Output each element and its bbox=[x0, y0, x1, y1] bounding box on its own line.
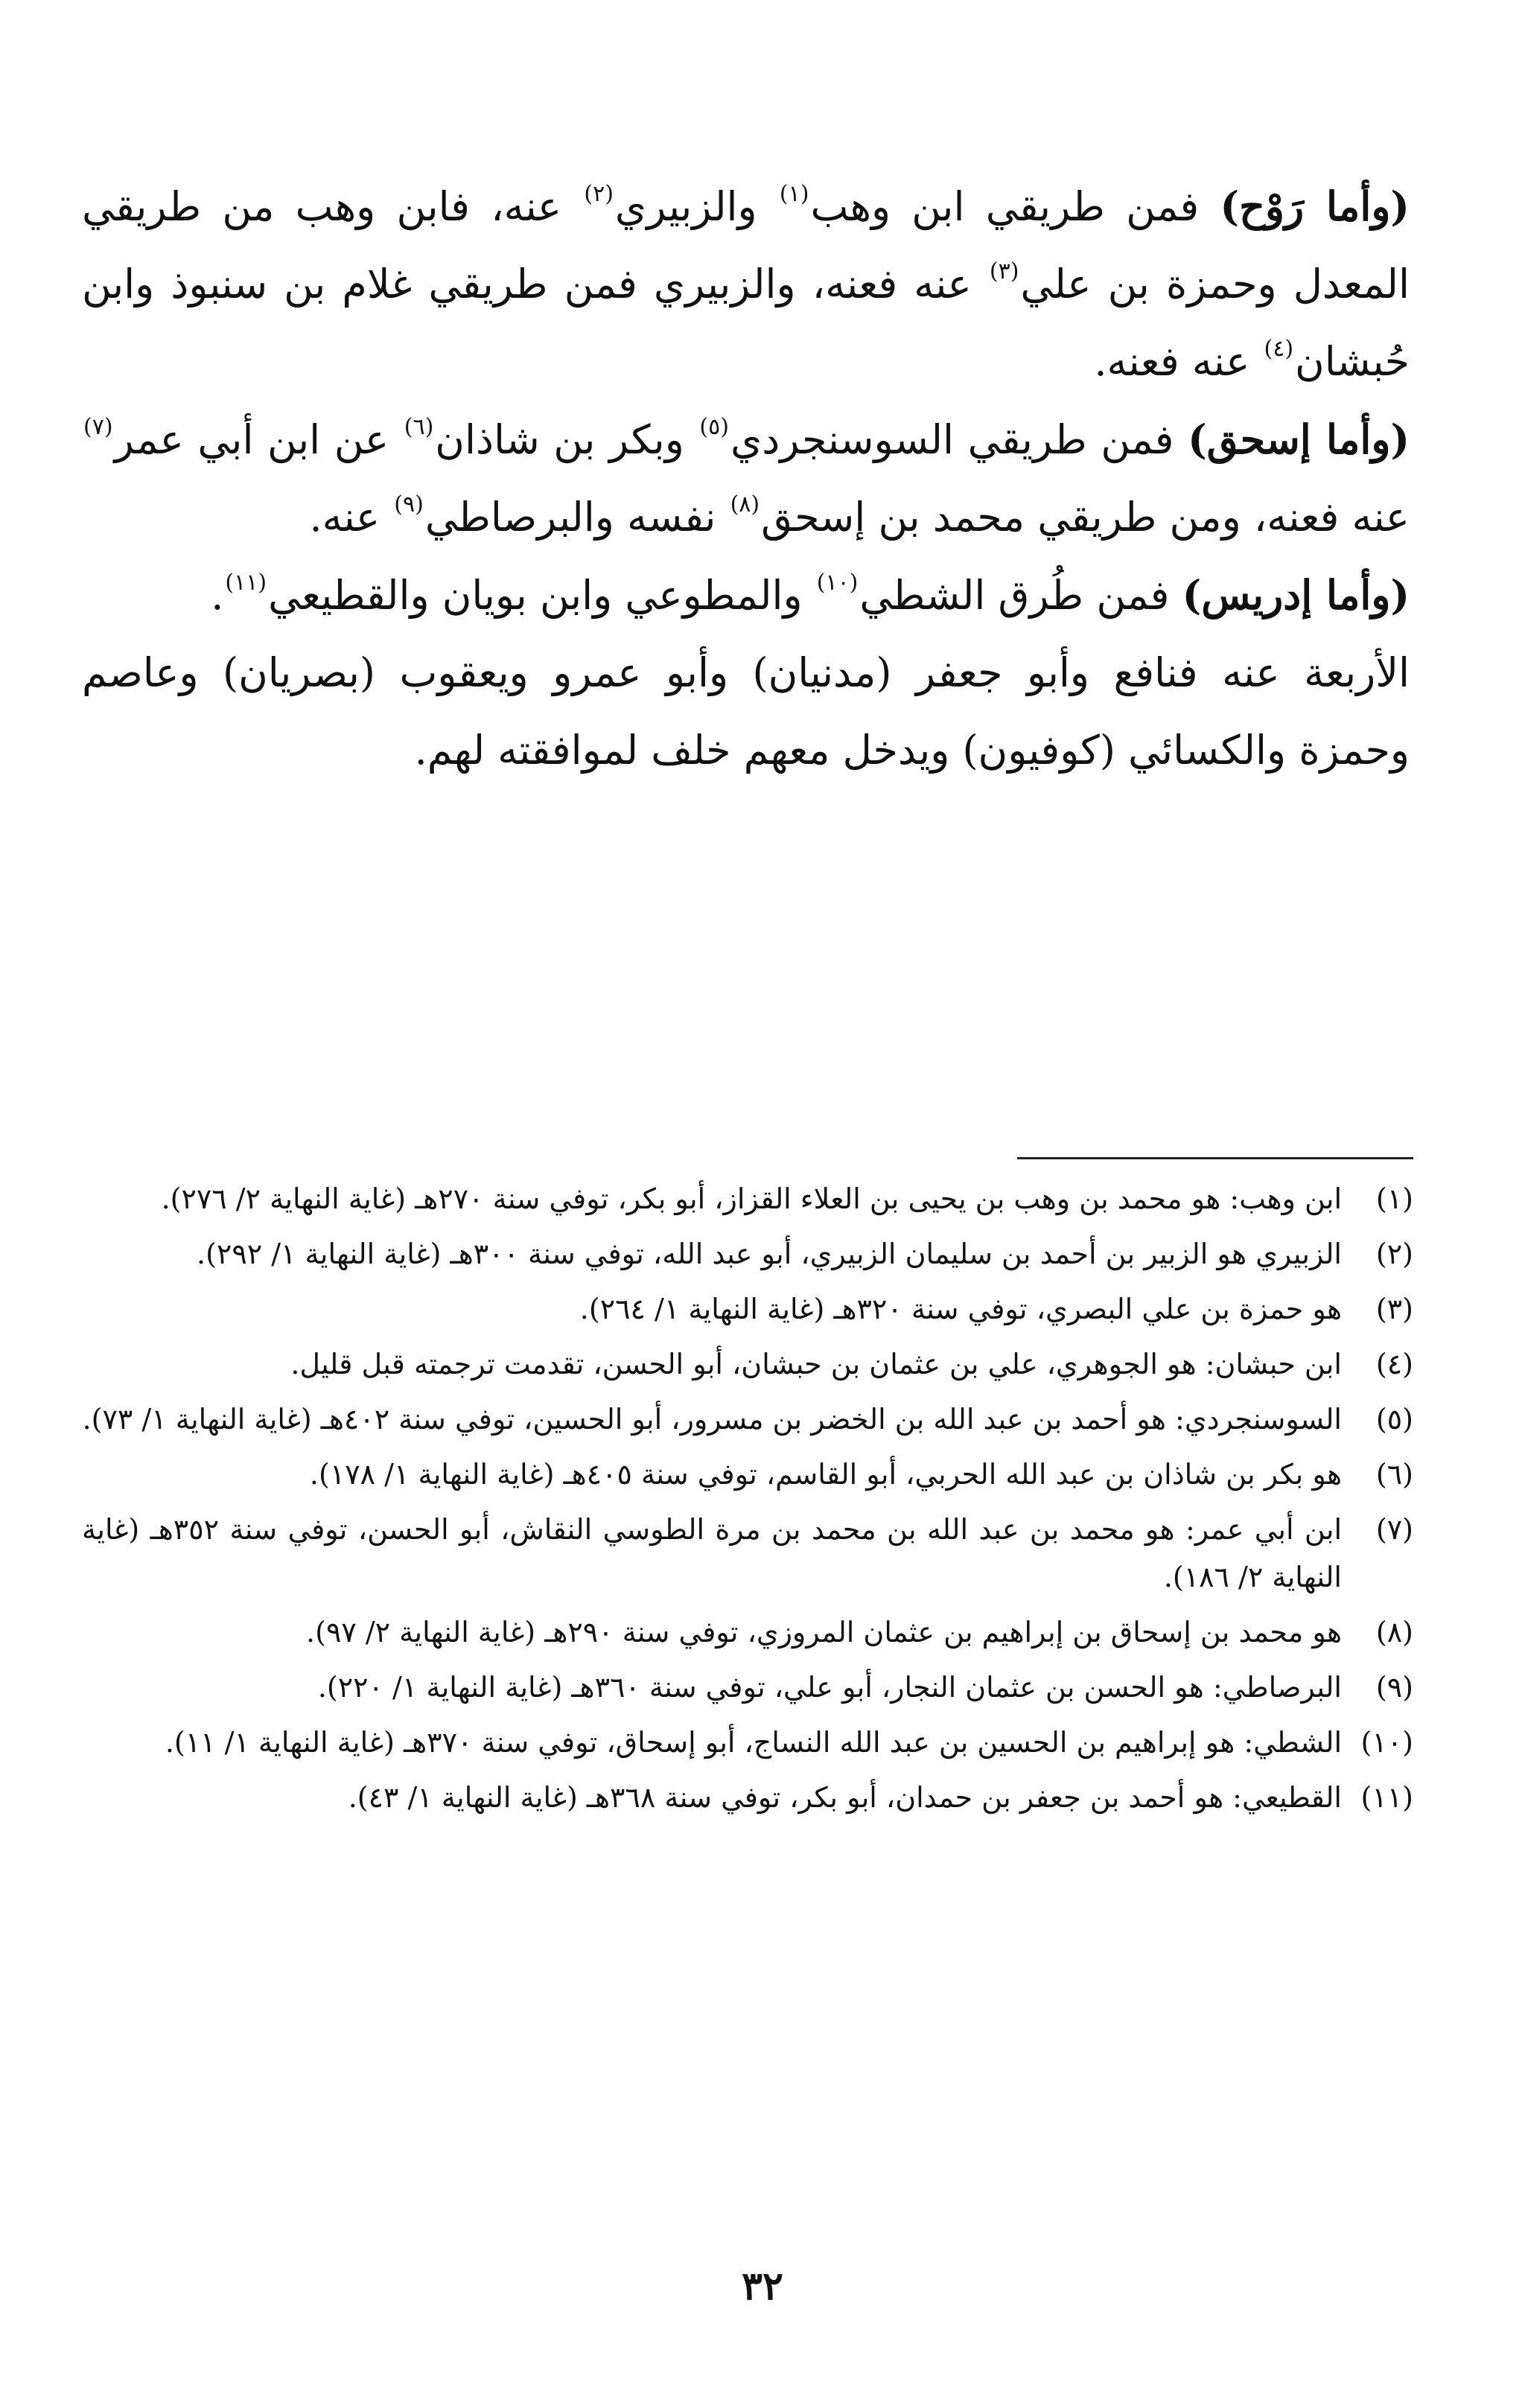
footnote-ref: (٥) bbox=[699, 414, 729, 440]
footnote-text: ابن أبي عمر: هو محمد بن عبد الله بن محمد بن مرة الطوسي النقاش، أبو الحسن، توفي سنة ٣٥٢هـ (غاية النهاية ٢/ ١٨٦). bbox=[82, 1513, 1342, 1593]
footnote-item bbox=[82, 1175, 1413, 1223]
footnote-text: هو حمزة بن علي البصري، توفي سنة ٣٢٠هـ (غاية النهاية ١/ ٢٦٤). bbox=[579, 1293, 1342, 1325]
footnote-number: (٦) bbox=[1375, 1458, 1413, 1491]
footnote-ref: (٧) bbox=[83, 414, 113, 440]
footnote-text: ابن حبشان: هو الجوهري، علي بن عثمان بن حبشان، أبو الحسن، تقدمت ترجمته قبل قليل. bbox=[290, 1348, 1342, 1380]
text-run: فمن طُرق الشطي bbox=[859, 572, 1182, 619]
footnote-item bbox=[82, 1506, 1413, 1601]
footnote-ref: (٩) bbox=[394, 491, 424, 517]
footnote-number: (٢) bbox=[1375, 1238, 1413, 1270]
text-run: عنه، فابن وهب من طريقي المعدل وحمزة بن علي bbox=[82, 183, 1410, 308]
text-run: عنه فعنه، والزبيري فمن طريقي غلام بن سنبوذ وابن حُبشان bbox=[82, 261, 1410, 385]
text-run: نفسه والبرصاطي bbox=[424, 494, 729, 541]
text-run: عن ابن أبي عمر bbox=[114, 416, 403, 463]
text-run: والمطوعي وابن بويان والقطيعي bbox=[268, 572, 815, 619]
paragraph-lead: (وأما رَوْح) bbox=[1220, 182, 1410, 230]
footnote-text: هو محمد بن إسحاق بن إبراهيم بن عثمان المروزي، توفي سنة ٢٩٠هـ (غاية النهاية ٢/ ٩٧). bbox=[306, 1616, 1342, 1649]
text-run: والزبيري bbox=[614, 183, 778, 230]
footnote-number: (١٠) bbox=[1360, 1726, 1413, 1759]
footnote-number: (٩) bbox=[1375, 1671, 1413, 1704]
footnote-number: (٨) bbox=[1375, 1616, 1413, 1649]
footnote-item bbox=[82, 1719, 1413, 1766]
footnote-text: السوسنجردي: هو أحمد بن عبد الله بن الخضر بن مسرور، أبو الحسين، توفي سنة ٤٠٢هـ (غاية النهاية ١/ ٧٣). bbox=[82, 1403, 1342, 1436]
footnote-ref: (١١) bbox=[225, 570, 267, 596]
footnote-number: (٣) bbox=[1375, 1293, 1413, 1325]
footnote-text: هو بكر بن شاذان بن عبد الله الحربي، أبو القاسم، توفي سنة ٤٠٥هـ (غاية النهاية ١/ ١٧٨). bbox=[309, 1458, 1342, 1491]
text-run: . bbox=[211, 572, 224, 619]
footnote-item bbox=[82, 1608, 1413, 1656]
footnote-item bbox=[82, 1285, 1413, 1333]
paragraph-ishaq bbox=[82, 401, 1410, 556]
footnote-text: البرصاطي: هو الحسن بن عثمان النجار، أبو علي، توفي سنة ٣٦٠هـ (غاية النهاية ١/ ٢٢٠). bbox=[317, 1671, 1342, 1704]
footnote-number: (١١) bbox=[1360, 1781, 1413, 1814]
footnote-ref: (٢) bbox=[584, 181, 614, 207]
footnote-text: الشطي: هو إبراهيم بن الحسين بن عبد الله النساج، أبو إسحاق، توفي سنة ٣٧٠هـ (غاية النهاية ١/ ١١). bbox=[165, 1726, 1342, 1759]
footnote-ref: (٦) bbox=[404, 414, 434, 440]
paragraph-readers: الأربعة عنه فنافع وأبو جعفر (مدنيان) وأبو عمرو ويعقوب (بصريان) وعاصم وحمزة والكسائي (كوفيون) ويدخل معهم خلف لموافقته لهم. bbox=[82, 649, 1410, 774]
text-run: عنه. bbox=[309, 494, 393, 541]
footnote-number: (٤) bbox=[1375, 1348, 1413, 1380]
footnote-text: ابن وهب: هو محمد بن وهب بن يحيى بن العلاء القزاز، أبو بكر، توفي سنة ٢٧٠هـ (غاية النهاية ٢/ ٢٧٦). bbox=[161, 1182, 1342, 1215]
text-run: فمن طريقي ابن وهب bbox=[810, 183, 1220, 230]
main-text bbox=[82, 168, 1410, 789]
footnote-item bbox=[82, 1230, 1413, 1278]
footnote-item bbox=[82, 1663, 1413, 1711]
footnote-ref: (١) bbox=[779, 181, 809, 207]
footnote-separator bbox=[1017, 1157, 1413, 1159]
paragraph-lead: (وأما إدريس) bbox=[1182, 571, 1410, 619]
paragraph-lead: (وأما إسحق) bbox=[1188, 415, 1410, 463]
text-run: وبكر بن شاذان bbox=[435, 416, 698, 463]
footnote-item bbox=[82, 1395, 1413, 1443]
paragraph-rawh bbox=[82, 168, 1410, 401]
footnote-item bbox=[82, 1450, 1413, 1498]
footnote-text: القطيعي: هو أحمد بن جعفر بن حمدان، أبو بكر، توفي سنة ٣٦٨هـ (غاية النهاية ١/ ٤٣). bbox=[348, 1781, 1342, 1814]
footnote-item bbox=[82, 1774, 1413, 1821]
footnote-number: (٥) bbox=[1375, 1403, 1413, 1436]
footnote-number: (٧) bbox=[1375, 1513, 1413, 1546]
footnote-ref: (٣) bbox=[989, 258, 1019, 284]
text-run: عنه فعنه، ومن طريقي محمد بن إسحق bbox=[761, 494, 1410, 541]
footnote-number: (١) bbox=[1375, 1182, 1413, 1215]
paragraph-idris bbox=[82, 556, 1410, 634]
footnote-ref: (٨) bbox=[730, 491, 760, 517]
footnote-ref: (٤) bbox=[1264, 336, 1294, 362]
footnote-text: الزبيري هو الزبير بن أحمد بن سليمان الزبيري، أبو عبد الله، توفي سنة ٣٠٠هـ (غاية النهاية ١/ ٢٩٢). bbox=[197, 1238, 1342, 1270]
footnote-item bbox=[82, 1340, 1413, 1388]
page-number: ٣٢ bbox=[742, 2264, 783, 2309]
text-run: عنه فعنه. bbox=[1094, 338, 1263, 385]
footnote-ref: (١٠) bbox=[816, 570, 859, 596]
text-run: فمن طريقي السوسنجردي bbox=[730, 416, 1188, 463]
footnotes bbox=[82, 1175, 1413, 1829]
